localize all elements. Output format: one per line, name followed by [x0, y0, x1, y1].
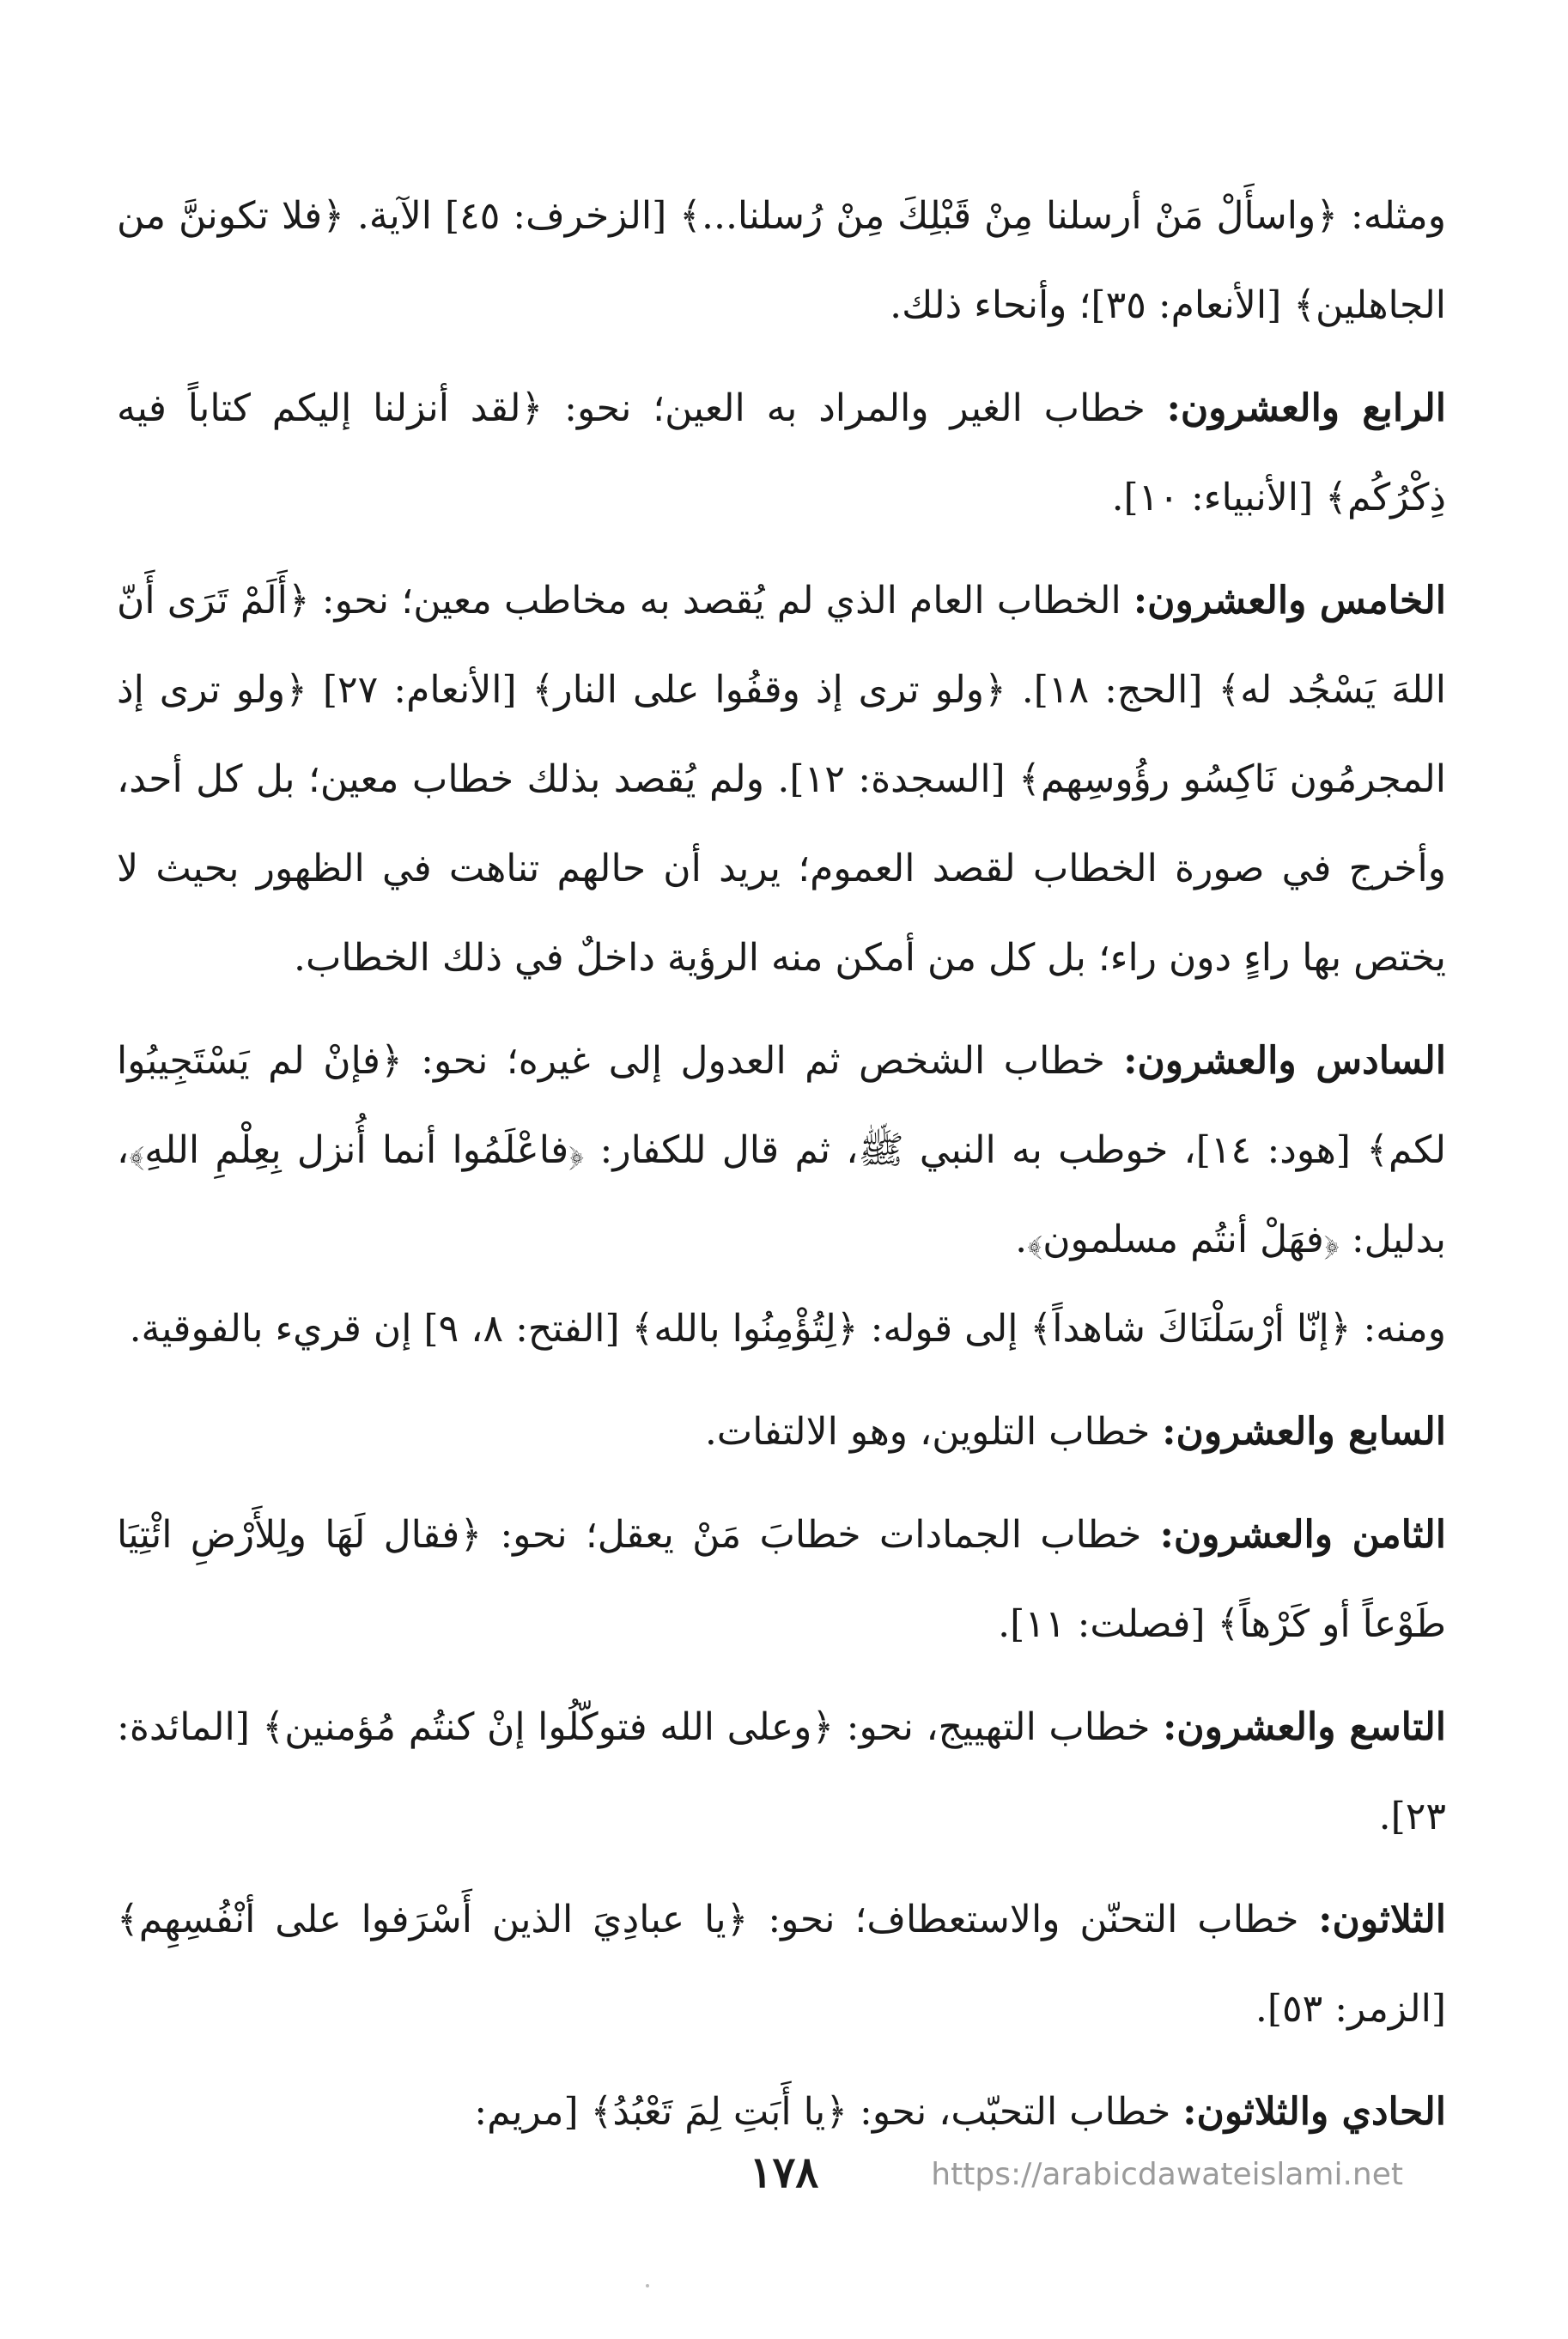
paragraph-31 — [117, 2068, 1446, 2157]
paragraph-heading: التاسع والعشرون: — [1163, 1705, 1447, 1749]
paragraph-text: خطاب الشخص ثم العدول إلى غيره؛ نحو: ﴿فإنْ لم يَسْتَجِيبُوا لكم﴾ [هود: ١٤]، خوطب به النبي ﷺ، ثم قال للكفار: ﴿فاعْلَمُوا أنما أُنزل بِعِلْمِ اللهِ﴾، بدليل: ﴿فهَلْ أنتُم مسلمون﴾. — [117, 1039, 1446, 1261]
paragraph-text: خطاب التحبّب، نحو: ﴿يا أَبَتِ لِمَ تَعْبُدُ﴾ [مريم: — [474, 2090, 1183, 2134]
paragraph-25 — [117, 556, 1446, 1003]
paragraph-heading: الثامن والعشرون: — [1159, 1513, 1446, 1557]
scan-speck — [646, 2284, 649, 2287]
paragraph-27 — [117, 1388, 1446, 1477]
paragraph-heading: الثلاثون: — [1318, 1898, 1446, 1941]
paragraph-heading: الخامس والعشرون: — [1133, 579, 1446, 623]
watermark-url: https://arabicdawateislami.net — [931, 2157, 1403, 2192]
body-text — [117, 172, 1446, 2171]
paragraph-heading: الحادي والثلاثون: — [1182, 2090, 1446, 2134]
paragraph-heading: السابع والعشرون: — [1162, 1410, 1446, 1454]
paragraph-text: خطاب التلوين، وهو الالتفات. — [704, 1410, 1163, 1454]
paragraph-text: خطاب التهييج، نحو: ﴿وعلى الله فتوكّلُوا إنْ كنتُم مُؤمنين﴾ [المائدة: ٢٣]. — [117, 1705, 1446, 1838]
paragraph-26-continuation — [117, 1285, 1446, 1374]
paragraph-text: ومثله: ﴿واسأَلْ مَنْ أرسلنا مِنْ قَبْلِكَ مِنْ رُسلنا...﴾ [الزخرف: ٤٥] الآية. ﴿فلا تكوننَّ من الجاهلين﴾ [الأنعام: ٣٥]؛ وأنحاء ذلك. — [117, 194, 1446, 327]
paragraph-heading: السادس والعشرون: — [1123, 1039, 1446, 1083]
paragraph-24 — [117, 364, 1446, 543]
page-number: ١٧٨ — [749, 2147, 819, 2197]
paragraph-text: خطاب الغير والمراد به العين؛ نحو: ﴿لقد أنزلنا إليكم كتاباً فيه ذِكْرُكُم﴾ [الأنبياء: ١٠]. — [117, 386, 1446, 519]
paragraph-26 — [117, 1017, 1446, 1285]
paragraph-29 — [117, 1683, 1446, 1862]
paragraph-30 — [117, 1875, 1446, 2054]
paragraph-text: خطاب الجمادات خطابَ مَنْ يعقل؛ نحو: ﴿فقال لَهَا ولِلأَرْضِ ائْتِيَا طَوْعاً أو كَرْهاً﴾ [فصلت: ١١]. — [117, 1513, 1446, 1646]
paragraph-continuation — [117, 172, 1446, 350]
paragraph-text: خطاب التحنّن والاستعطاف؛ نحو: ﴿يا عبادِيَ الذين أَسْرَفوا على أنْفُسِهِم﴾ [الزمر: ٥٣]. — [117, 1898, 1446, 2031]
paragraph-heading: الرابع والعشرون: — [1166, 386, 1446, 430]
paragraph-text: ومنه: ﴿إنّا أرْسَلْنَاكَ شاهداً﴾ إلى قوله: ﴿لِتُؤْمِنُوا بالله﴾ [الفتح: ٨، ٩] إن قريء بالفوقية. — [129, 1307, 1446, 1351]
paragraph-text: الخطاب العام الذي لم يُقصد به مخاطب معين؛ نحو: ﴿أَلَمْ تَرَى أَنّ اللهَ يَسْجُد له﴾ [الحج: ١٨]. ﴿ولو ترى إذ وقفُوا على النار﴾ [الأنعام: ٢٧] ﴿ولو ترى إذ المجرمُون نَاكِسُو رؤُوسِهم﴾ [السجدة: ١٢]. ولم يُقصد بذلك خطاب معين؛ بل كل أحد، وأخرج في صورة الخطاب لقصد العموم؛ يريد أن حالهم تناهت في الظهور بحيث لا يختص بها راءٍ دون راء؛ بل كل من أمكن منه الرؤية داخلٌ في ذلك الخطاب. — [117, 579, 1446, 980]
paragraph-28 — [117, 1491, 1446, 1669]
